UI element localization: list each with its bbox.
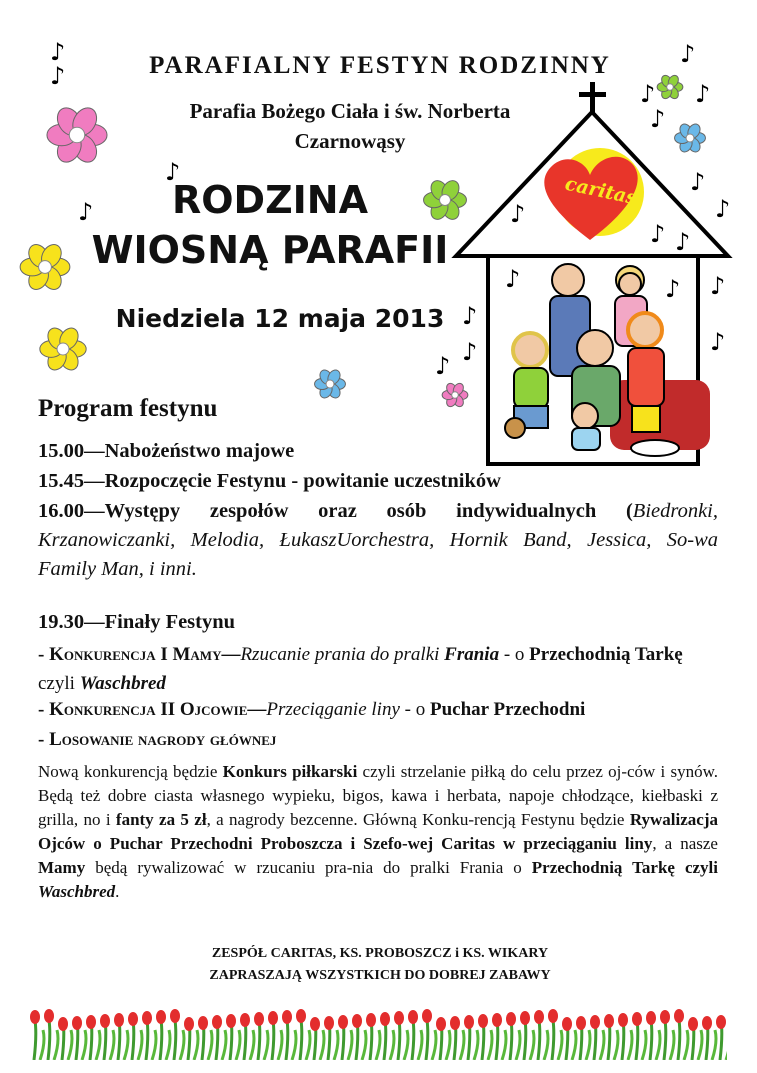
program-item: 15.00—Nabożeństwo majowe	[38, 440, 295, 462]
music-note-icon: ♪	[462, 338, 478, 366]
flower-icon	[16, 238, 74, 296]
flower-icon	[672, 120, 708, 156]
program-text: Występy zespołów oraz osób indywidualnych (	[104, 500, 633, 522]
music-note-icon: ♪	[715, 195, 731, 223]
music-note-icon: ♪	[510, 200, 526, 228]
program-time: 15.45	[38, 470, 85, 492]
music-note-icon: ♪	[710, 328, 726, 356]
program-text: Finały Festynu	[104, 611, 236, 633]
headline-line2: WIOSNĄ PARAFII	[91, 228, 449, 272]
flower-icon	[312, 366, 348, 402]
headline-line1: RODZINA	[171, 178, 368, 222]
parish-line1: Parafia Bożego Ciała i św. Norberta	[189, 99, 511, 123]
music-note-icon: ♪	[50, 38, 66, 66]
flower-icon	[42, 100, 112, 170]
program-item: 19.30—Finały Festynu	[38, 611, 236, 633]
contest-main-prize: - Losowanie nagrody głównej	[38, 729, 277, 750]
music-note-icon: ♪	[650, 105, 666, 133]
program-time: 15.00	[38, 440, 85, 462]
program-item: 15.45—Rozpoczęcie Festynu - powitanie uczestników	[38, 470, 501, 492]
parish-line2: Czarnowąsy	[294, 129, 406, 153]
music-note-icon: ♪	[435, 352, 451, 380]
caritas-badge-label: caritas	[563, 172, 639, 210]
music-note-icon: ♪	[665, 275, 681, 303]
performers-list: Biedronki, Krzanowiczanki, Melodia, ŁukaszUorchestra, Hornik Band, Jessica, So-wa Family Man, i inni.	[38, 500, 718, 580]
program-title: Program festynu	[38, 395, 218, 422]
program-time: 16.00	[38, 500, 85, 522]
music-note-icon: ♪	[165, 158, 181, 186]
event-date: Niedziela 12 maja 2013	[115, 304, 445, 333]
flower-icon	[420, 175, 470, 225]
tulip-grass-border	[30, 1000, 727, 1060]
flower-icon	[655, 72, 685, 102]
program-time: 19.30	[38, 611, 85, 633]
music-note-icon: ♪	[695, 80, 711, 108]
music-note-icon: ♪	[710, 272, 726, 300]
flower-icon	[36, 322, 90, 376]
contest-mothers: - Konkurencja I Mamy—Rzucanie prania do pralki Frania - o Przechodnią Tarkę czyli Waschbred	[38, 644, 683, 694]
music-note-icon: ♪	[78, 198, 94, 226]
program-item: 16.00—Występy zespołów oraz osób indywidualnych (Biedronki, Krzanowiczanki, Melodia, ŁukaszUorchestra, Hornik Band, Jessica, So-wa Family Man, i inni.	[38, 500, 718, 580]
flower-icon	[440, 380, 470, 410]
footer-invitation	[100, 943, 660, 987]
music-note-icon: ♪	[640, 80, 656, 108]
contest-fathers: - Konkurencja II Ojcowie—Przeciąganie liny - o Puchar Przechodni	[38, 699, 586, 720]
footer-line1: ZESPÓŁ CARITAS, KS. PROBOSZCZ i KS. WIKARY	[211, 946, 549, 961]
program-text: Nabożeństwo majowe	[104, 440, 295, 462]
music-note-icon: ♪	[675, 228, 691, 256]
footer-line2: ZAPRASZAJĄ WSZYSTKICH DO DOBREJ ZABAWY	[209, 968, 551, 983]
music-note-icon: ♪	[462, 302, 478, 330]
poster-title: PARAFIALNY FESTYN RODZINNY	[149, 52, 611, 79]
music-note-icon: ♪	[505, 265, 521, 293]
music-note-icon: ♪	[50, 62, 66, 90]
music-note-icon: ♪	[680, 40, 696, 68]
headline	[60, 175, 480, 275]
description-paragraph: Nową konkurencją będzie Konkurs piłkarski czyli strzelanie piłką do celu przez oj-ców i synów. Będą też dobre ciasta własnego wypieku, bigos, kawa i herbata, napoje chłodzące, kiełbaski z grilla, no i fanty za 5 zł, a nagrody bezcenne. Główną Konku-rencją Festynu będzie Rywalizacja Ojców o Puchar Przechodni Proboszcza i Szefo-wej Caritas w przeciąganiu liny, a nasze Mamy będą rywalizować w rzucaniu pra-nia do pralki Frania o Przechodnią Tarkę czyli Waschbred.	[38, 762, 718, 901]
music-note-icon: ♪	[690, 168, 706, 196]
program-text: Rozpoczęcie Festynu - powitanie uczestników	[104, 470, 501, 492]
music-note-icon: ♪	[650, 220, 666, 248]
